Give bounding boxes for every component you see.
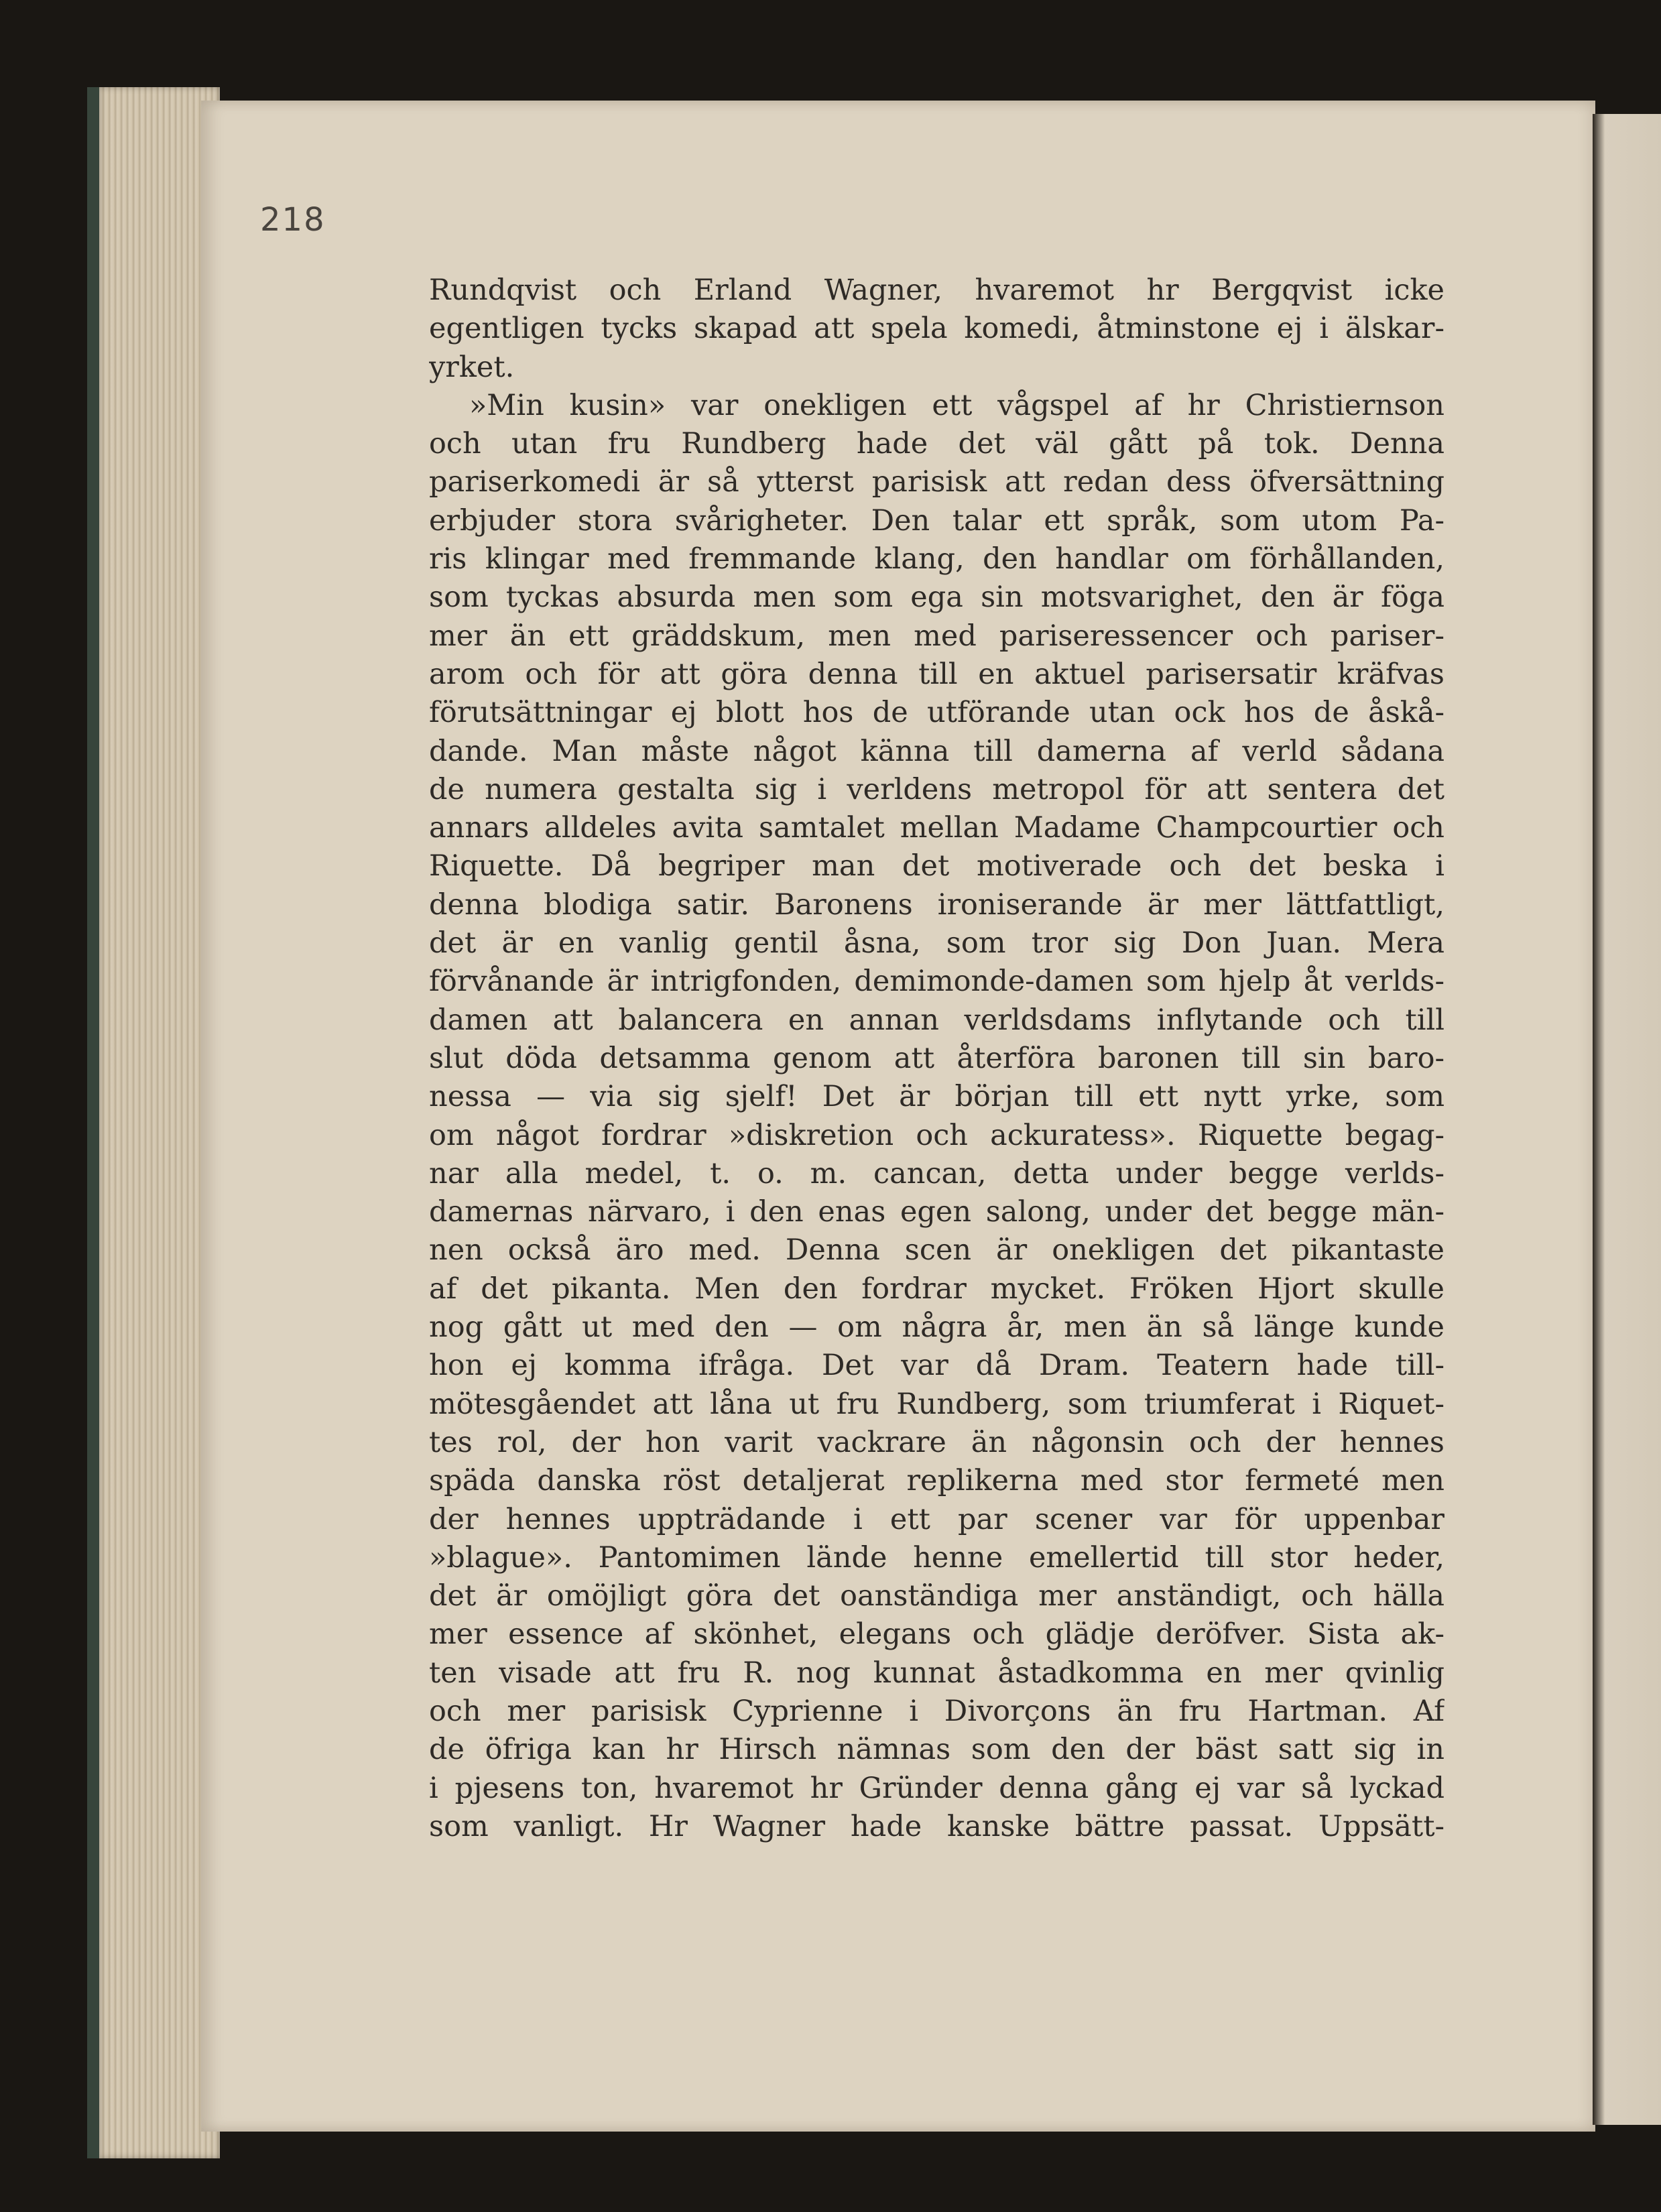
text-line: tes rol, der hon varit vackrare än någonsin och der hennes — [429, 1425, 1444, 1459]
text-line: erbjuder stora svårigheter. Den talar ett språk, som utom Pa- — [429, 503, 1444, 538]
text-line: ris klingar med fremmande klang, den handlar om förhållanden, — [429, 542, 1444, 576]
text-line: pariserkomedi är så ytterst parisisk att redan dess öfversättning — [429, 465, 1444, 499]
text-line: nar alla medel, t. o. m. cancan, detta under begge verlds- — [429, 1156, 1444, 1190]
text-line: mötesgåendet att låna ut fru Rundberg, som triumferat i Riquet- — [429, 1387, 1444, 1421]
body-text — [429, 271, 1444, 1846]
text-line: och utan fru Rundberg hade det väl gått på tok. Denna — [429, 427, 1444, 461]
text-line: mer än ett gräddskum, men med pariseressencer och pariser- — [429, 619, 1444, 653]
text-line: »Min kusin» var onekligen ett vågspel af hr Christiernson — [469, 388, 1444, 422]
text-line: som vanligt. Hr Wagner hade kanske bättre passat. Uppsätt- — [429, 1809, 1444, 1843]
text-line: de numera gestalta sig i verldens metropol för att sentera det — [429, 772, 1444, 806]
text-line: egentligen tycks skapad att spela komedi, åtminstone ej i älskar- — [429, 312, 1444, 346]
text-line: nen också äro med. Denna scen är onekligen det pikantaste — [429, 1233, 1444, 1268]
text-line: dande. Man måste något känna till damerna af verld sådana — [429, 734, 1444, 768]
text-line: »blague». Pantomimen lände henne emellertid till stor heder, — [429, 1540, 1444, 1575]
facing-page-edge — [1593, 114, 1661, 2125]
text-line: nessa — via sig sjelf! Det är början till ett nytt yrke, som — [429, 1080, 1444, 1114]
text-line: om något fordrar »diskretion och ackuratess». Riquette begag- — [429, 1118, 1444, 1152]
text-line: af det pikanta. Men den fordrar mycket. Fröken Hjort skulle — [429, 1272, 1444, 1306]
page-number: 218 — [260, 201, 326, 239]
text-line: mer essence af skönhet, elegans och glädje deröfver. Sista ak- — [429, 1617, 1444, 1652]
text-line: nog gått ut med den — om några år, men än så länge kunde — [429, 1310, 1444, 1345]
text-line: damen att balancera en annan verldsdams inflytande och till — [429, 1003, 1444, 1037]
text-line: slut döda detsamma genom att återföra baronen till sin baro- — [429, 1041, 1444, 1075]
text-line: Riquette. Då begriper man det motiverade och det beska i — [429, 849, 1444, 883]
text-line: Rundqvist och Erland Wagner, hvaremot hr Bergqvist icke — [429, 273, 1444, 307]
text-line: det är en vanlig gentil åsna, som tror sig Don Juan. Mera — [429, 926, 1444, 961]
text-line: förutsättningar ej blott hos de utförande utan ock hos de åskå- — [429, 696, 1444, 730]
text-line: ten visade att fru R. nog kunnat åstadkomma en mer qvinlig — [429, 1656, 1444, 1690]
text-line: och mer parisisk Cyprienne i Divorçons än fru Hartman. Af — [429, 1694, 1444, 1728]
book-page-edges — [87, 87, 220, 2158]
text-line: denna blodiga satir. Baronens ironiserande är mer lättfattligt, — [429, 887, 1444, 922]
text-line: der hennes uppträdande i ett par scener var för uppenbar — [429, 1502, 1444, 1536]
text-line: som tyckas absurda men som ega sin motsvarighet, den är föga — [429, 580, 1444, 615]
text-line: späda danska röst detaljerat replikerna med stor fermeté men — [429, 1464, 1444, 1498]
text-line: hon ej komma ifråga. Det var då Dram. Teatern hade till- — [429, 1349, 1444, 1383]
text-line: yrket. — [429, 350, 515, 384]
text-line: det är omöjligt göra det oanständiga mer anständigt, och hälla — [429, 1579, 1444, 1613]
text-line: de öfriga kan hr Hirsch nämnas som den der bäst satt sig in — [429, 1733, 1444, 1767]
text-line: damernas närvaro, i den enas egen salong, under det begge män- — [429, 1195, 1444, 1229]
text-line: förvånande är intrigfonden, demimonde-damen som hjelp åt verlds- — [429, 965, 1444, 999]
text-line: arom och för att göra denna till en aktuel parisersatir kräfvas — [429, 657, 1444, 691]
text-line: i pjesens ton, hvaremot hr Gründer denna gång ej var så lyckad — [429, 1771, 1444, 1805]
text-line: annars alldeles avita samtalet mellan Madame Champcourtier och — [429, 811, 1444, 845]
